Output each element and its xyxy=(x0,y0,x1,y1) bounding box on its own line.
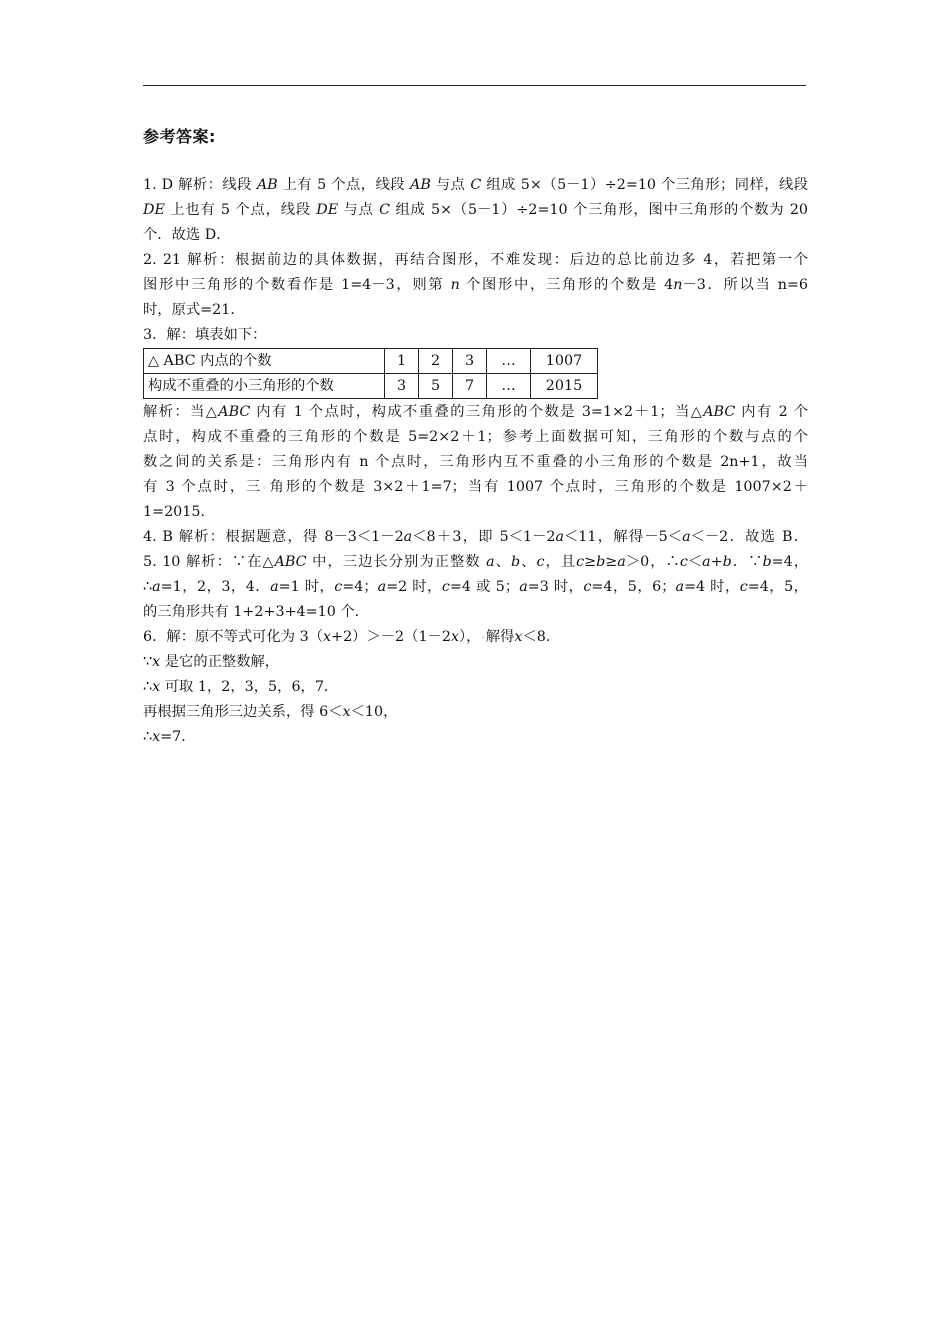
table-cell: 5 xyxy=(419,374,453,399)
answer-6-line-5: ∴x=7． xyxy=(143,729,196,745)
answer-1-line-2: DE 上也有 5 个点，线段 DE 与点 C 组成 5×（5－1）÷2=10 个三角形，图中三角形的个数为 20 xyxy=(143,202,808,218)
table-cell: 1007 xyxy=(531,349,598,374)
answer-6-line-4: 再根据三角形三边关系，得 6＜x＜10， xyxy=(143,704,398,720)
answer-3-line-3: 数之间的关系是：三角形内有 n 个点时，三角形内互不重叠的小三角形的个数是 2n+1，故当 xyxy=(143,454,808,470)
table-cell: … xyxy=(487,374,531,399)
answer-6-line-2: ∵x 是它的正整数解， xyxy=(143,654,280,670)
fill-table-wrap xyxy=(143,348,808,400)
answer-6-line-3: ∴x 可取 1，2，3，5，6，7． xyxy=(143,679,339,695)
table-cell: 7 xyxy=(453,374,487,399)
answer-3-line-5: 1=2015． xyxy=(143,504,215,520)
answer-5-line-3: 的三角形共有 1+2+3+4=10 个． xyxy=(143,604,369,620)
table-cell: … xyxy=(487,349,531,374)
answer-4-line: 4. B 解析：根据题意，得 8－3＜1－2a＜8＋3，即 5＜1－2a＜11，解得－5＜a＜－2．故选 B． xyxy=(143,529,808,545)
answer-5-line-2: ∴a=1，2，3，4．a=1 时，c=4；a=2 时，c=4 或 5；a=3 时，c=4，5，6；a=4 时，c=4，5， xyxy=(143,579,808,595)
answer-5-line-1: 5. 10 解析：∵在△ABC 中，三边长分别为正整数 a、b、c，且c≥b≥a＞0，∴c＜a+b．∵b=4， xyxy=(143,554,808,570)
answer-1-line-3: 个．故选 D． xyxy=(143,227,231,243)
answer-1-line-1: 1. D 解析：线段 AB 上有 5 个点，线段 AB 与点 C 组成 5×（5－1）÷2=10 个三角形；同样，线段 xyxy=(143,177,808,193)
answer-3-line-1: 解析：当△ABC 内有 1 个点时，构成不重叠的三角形的个数是 3=1×2＋1；当△ABC 内有 2 个 xyxy=(143,404,808,420)
table-cell: 1 xyxy=(385,349,419,374)
answer-6-line-1: 6．解：原不等式可化为 3（x+2）＞－2（1－2x），◦解得x＜8． xyxy=(143,629,561,645)
fill-table xyxy=(143,348,598,399)
table-cell: 2015 xyxy=(531,374,598,399)
answer-3-line-4: 有 3 个点时，三◦角形的个数是 3×2＋1=7；当有 1007 个点时，三角形的个数是 1007×2＋ xyxy=(143,479,808,495)
page-title: 参考答案: xyxy=(143,127,216,146)
answer-2-line-1: 2. 21 解析：根据前边的具体数据，再结合图形，不难发现：后边的总比前边多 4，若把第一个 xyxy=(143,252,808,268)
answer-3-line-2: 点时，构成不重叠的三角形的个数是 5=2×2＋1；参考上面数据可知，三角形的个数与点的个 xyxy=(143,429,808,445)
table-cell: 2 xyxy=(419,349,453,374)
answer-body xyxy=(143,173,808,750)
table-row xyxy=(144,374,598,399)
answer-3-intro: 3．解：填表如下： xyxy=(143,327,267,343)
scan-mark-icon: ◦ xyxy=(480,634,486,644)
table-row xyxy=(144,349,598,374)
table-cell: 构成不重叠的小三角形的个数 xyxy=(144,374,385,399)
header-rule xyxy=(143,85,806,86)
answer-2-line-2: 图形中三角形的个数看作是 1=4－3，则第 n 个图形中，三角形的个数是 4n－3．所以当 n=6 xyxy=(143,277,808,293)
scan-mark-icon: ◦ xyxy=(262,484,270,494)
answer-2-line-3: 时，原式=21． xyxy=(143,302,245,318)
table-cell: △ ABC 内点的个数 xyxy=(144,349,385,374)
table-cell: 3 xyxy=(385,374,419,399)
table-cell: 3 xyxy=(453,349,487,374)
